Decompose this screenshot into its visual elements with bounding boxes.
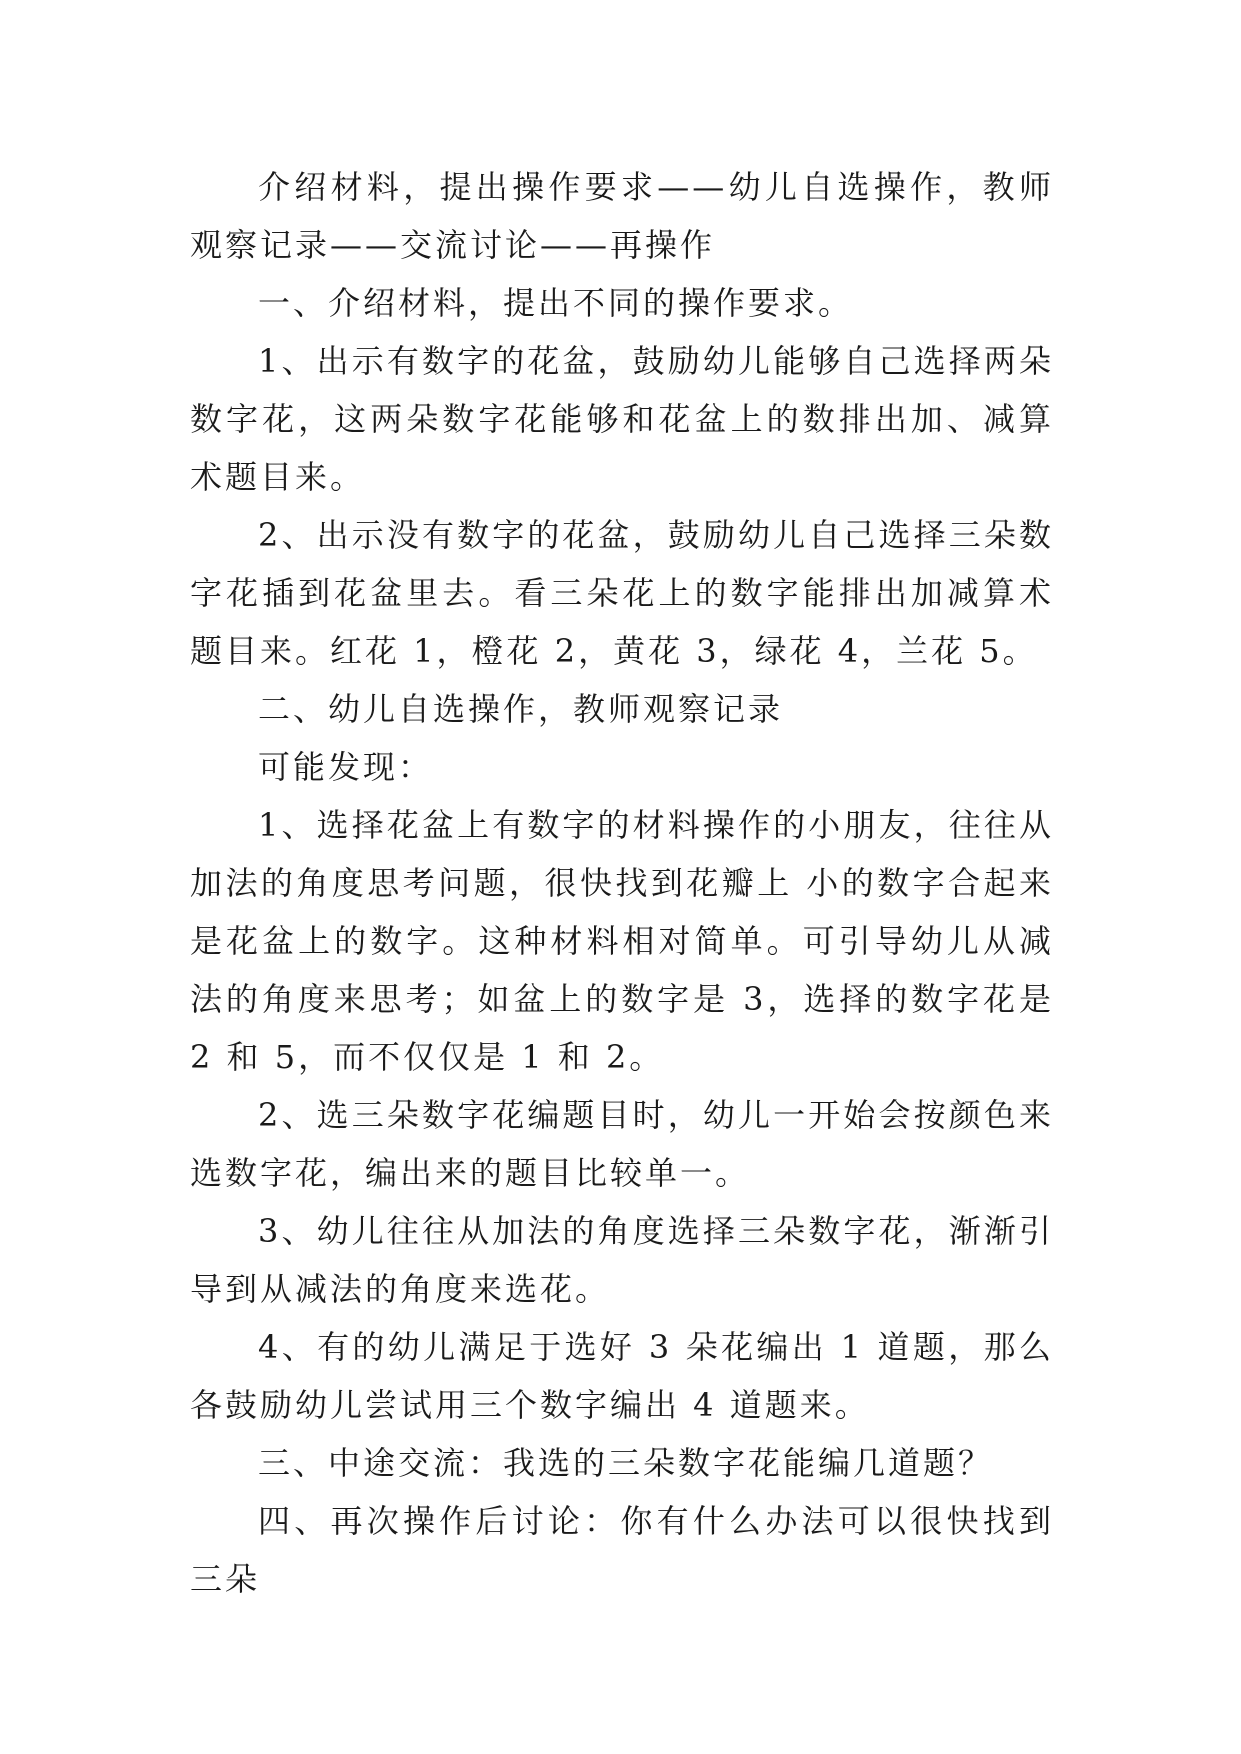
section-heading-3: 三、中途交流：我选的三朵数字花能编几道题？: [258, 1444, 994, 1482]
section-heading-4: 四、再次操作后讨论：你有什么办法可以很快找到三朵: [190, 1502, 1054, 1598]
paragraph-process-overview: 介绍材料，提出操作要求——幼儿自选操作，教师观察记录——交流讨论——再操作: [190, 168, 1054, 264]
section-heading-2: 二、幼儿自选操作，教师观察记录: [258, 690, 784, 728]
paragraph-item-2-1: 1、选择花盆上有数字的材料操作的小朋友，往往从加法的角度思考问题，很快找到花瓣上 小的数字合起来是花盆上的数字。这种材料相对简单。可引导幼儿从减法的角度来思考；如盆上的数字是 3，选择的数字花是 2 和 5，而不仅仅是 1 和 2。: [190, 806, 1054, 1076]
paragraph-item-1-1: 1、出示有数字的花盆，鼓励幼儿能够自己选择两朵数字花，这两朵数字花能够和花盆上的数排出加、减算术题目来。: [190, 342, 1054, 496]
paragraph-item-1-2: 2、出示没有数字的花盆，鼓励幼儿自己选择三朵数字花插到花盆里去。看三朵花上的数字能排出加减算术题目来。红花 1，橙花 2，黄花 3，绿花 4，兰花 5。: [190, 516, 1054, 670]
section-heading-1: 一、介绍材料，提出不同的操作要求。: [258, 284, 854, 322]
paragraph-item-2-2: 2、选三朵数字花编题目时，幼儿一开始会按颜色来选数字花，编出来的题目比较单一。: [190, 1096, 1054, 1192]
document-body: [190, 158, 1054, 1608]
paragraph-item-2-3: 3、幼儿往往从加法的角度选择三朵数字花，渐渐引导到从减法的角度来选花。: [190, 1212, 1054, 1308]
paragraph-item-2-4: 4、有的幼儿满足于选好 3 朵花编出 1 道题，那么各鼓励幼儿尝试用三个数字编出 4 道题来。: [190, 1328, 1054, 1424]
paragraph-possible-findings: 可能发现：: [258, 748, 434, 786]
